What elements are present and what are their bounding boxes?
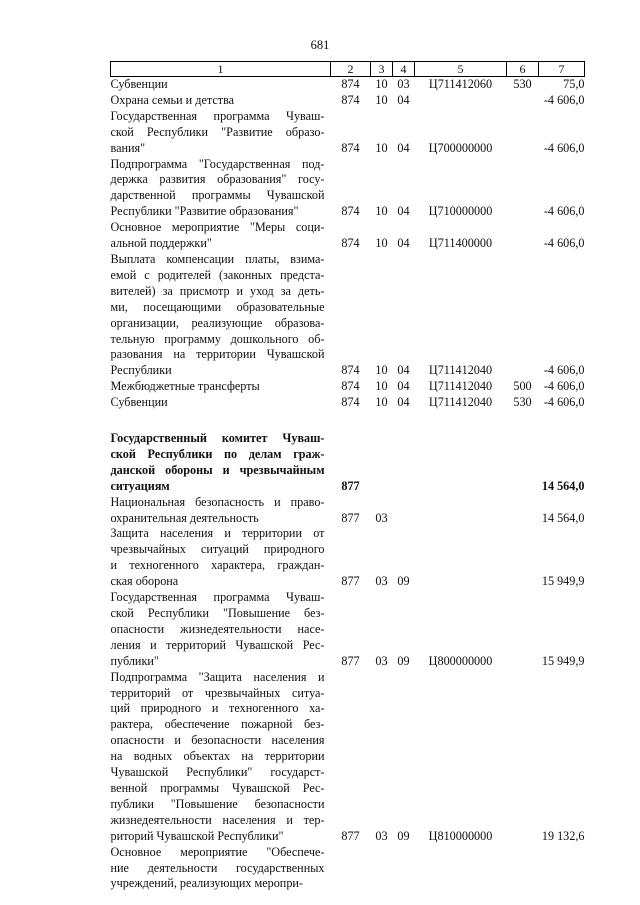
- table-row: [111, 495, 585, 527]
- row-name-line: альной поддержки": [110, 236, 212, 251]
- row-subsection: 04: [397, 204, 410, 219]
- row-section: 10: [375, 140, 388, 155]
- budget-table: [110, 61, 585, 892]
- row-target-article: [415, 526, 507, 590]
- row-amount: -4 606,0: [543, 379, 585, 394]
- row-name-line: ская оборона: [110, 574, 179, 589]
- table-row: [111, 845, 585, 893]
- row-admin-code: 877: [341, 478, 360, 493]
- row-admin-code: 874: [341, 77, 360, 91]
- row-name: [111, 590, 331, 670]
- row-name-line: ций природного и техногенного ха-: [110, 701, 325, 716]
- row-name-line: данской обороны и чрезвычайным: [110, 462, 325, 477]
- row-name-line: венной программы Чувашской Рес-: [110, 780, 325, 795]
- row-target-article: Ц711412040: [428, 395, 493, 410]
- row-name: [111, 93, 331, 109]
- table-row: [111, 109, 585, 157]
- row-name: [111, 379, 331, 395]
- row-expense-type: [507, 252, 539, 379]
- row-name-line: опасности жизнедеятельности насе-: [110, 621, 325, 636]
- table-header-row: [111, 62, 585, 77]
- row-name-line: вания": [110, 140, 146, 155]
- row-amount: -4 606,0: [543, 395, 585, 410]
- row-admin-code: 877: [341, 574, 360, 589]
- row-name-line: ской Республики "Повышение без-: [110, 606, 325, 620]
- row-admin-code: 874: [341, 140, 360, 155]
- row-expense-type: [507, 220, 539, 252]
- table-body: [111, 77, 585, 893]
- row-subsection: [393, 431, 415, 495]
- row-admin-code: 874: [341, 236, 360, 251]
- row-section: 10: [375, 379, 388, 394]
- table-row: [111, 220, 585, 252]
- row-section: 10: [375, 395, 388, 410]
- row-name-line: разования на территории Чувашской: [110, 347, 325, 362]
- row-subsection: 04: [397, 379, 410, 394]
- row-admin-code: 877: [341, 510, 360, 525]
- row-name-line: дарственной программы Чувашской: [110, 188, 325, 203]
- row-target-article: Ц700000000: [428, 140, 493, 155]
- row-subsection: 03: [397, 77, 410, 91]
- row-amount: -4 606,0: [543, 204, 585, 219]
- row-name-line: публики "Повышение безопасности: [110, 796, 325, 811]
- row-target-article: Ц711400000: [428, 236, 493, 251]
- row-section: 10: [375, 204, 388, 219]
- header-col-1: 1: [111, 62, 331, 77]
- row-name-line: Основное мероприятие "Обеспече-: [110, 844, 325, 859]
- row-expense-type: [507, 495, 539, 527]
- row-admin-code: 874: [341, 379, 360, 394]
- row-name-line: ской Республики по делам граж-: [110, 446, 325, 461]
- row-name-line: публики": [110, 653, 159, 668]
- row-section: 03: [375, 574, 388, 589]
- row-admin-code: 877: [341, 653, 360, 668]
- row-name-line: Межбюджетные трансферты: [110, 379, 260, 394]
- row-subsection: 04: [397, 140, 410, 155]
- row-name: [111, 395, 331, 411]
- row-amount: 75,0: [563, 77, 585, 91]
- row-name-line: и техногенного характера, граждан-: [110, 558, 325, 573]
- table-row: [111, 526, 585, 590]
- row-name-line: емой с родителей (законных предста-: [110, 267, 325, 282]
- spacer-row: [111, 411, 585, 431]
- table-row: [111, 157, 585, 221]
- row-name-line: Субвенции: [110, 77, 168, 91]
- row-name-line: охранительная деятельность: [110, 510, 259, 525]
- row-subsection: 04: [397, 395, 410, 410]
- header-col-7: 7: [539, 62, 585, 77]
- row-target-article: Ц711412060: [428, 77, 493, 91]
- row-target-article: [415, 845, 507, 893]
- row-section: 03: [375, 828, 388, 843]
- row-expense-type: [507, 845, 539, 893]
- row-name-line: ми, посещающими образовательные: [110, 299, 325, 314]
- table-row: [111, 93, 585, 109]
- row-name-line: Государственная программа Чуваш-: [110, 590, 325, 605]
- row-section: 10: [375, 77, 388, 91]
- row-name-line: ние деятельности государственных: [110, 860, 325, 875]
- row-name-line: Государственная программа Чуваш-: [110, 108, 325, 123]
- row-amount: -4 606,0: [543, 92, 585, 107]
- row-subsection: 09: [397, 653, 410, 668]
- row-name-line: учреждений, реализующих меропри-: [110, 876, 304, 891]
- row-name-line: ления и территорий Чувашской Рес-: [110, 637, 325, 652]
- row-name: [111, 109, 331, 157]
- row-target-article: [415, 495, 507, 527]
- row-name-line: опасности и безопасности населения: [110, 733, 325, 748]
- row-section: 10: [375, 363, 388, 378]
- row-amount: [539, 845, 585, 893]
- row-target-article: Ц800000000: [428, 653, 493, 668]
- header-col-5: 5: [415, 62, 507, 77]
- row-target-article: Ц711412040: [428, 363, 493, 378]
- row-expense-type: [507, 431, 539, 495]
- table-row: [111, 77, 585, 93]
- row-expense-type: [507, 109, 539, 157]
- table-row: [111, 395, 585, 411]
- header-col-6: 6: [507, 62, 539, 77]
- row-expense-type: [507, 93, 539, 109]
- row-name-line: вителей) за присмотр и уход за деть-: [110, 283, 325, 298]
- row-amount: -4 606,0: [543, 363, 585, 378]
- row-amount: -4 606,0: [543, 140, 585, 155]
- row-name-line: жизнедеятельности населения и тер-: [110, 812, 325, 827]
- row-section: 10: [375, 92, 388, 107]
- row-section: [371, 431, 393, 495]
- row-expense-type: [507, 670, 539, 845]
- row-expense-type: [507, 590, 539, 670]
- row-name-line: держка развития образования" госу-: [110, 172, 325, 187]
- row-name: [111, 220, 331, 252]
- row-subsection: 04: [397, 236, 410, 251]
- row-name-line: Защита населения и территории от: [110, 526, 325, 541]
- row-expense-type: [507, 157, 539, 221]
- row-name-line: Национальная безопасность и право-: [110, 494, 325, 509]
- row-subsection: [393, 845, 415, 893]
- row-subsection: 04: [397, 363, 410, 378]
- row-subsection: 04: [397, 92, 410, 107]
- row-name-line: рактера, обеспечение пожарной без-: [110, 717, 325, 732]
- table-row: [111, 379, 585, 395]
- table-row: [111, 431, 585, 495]
- row-expense-type: [507, 526, 539, 590]
- row-admin-code: 874: [341, 92, 360, 107]
- row-name-line: Государственный комитет Чуваш-: [110, 431, 325, 446]
- row-name: [111, 431, 331, 495]
- table-row: [111, 252, 585, 379]
- table-row: [111, 670, 585, 845]
- header-col-2: 2: [331, 62, 371, 77]
- row-name: [111, 845, 331, 893]
- row-name-line: Подпрограмма "Защита населения и: [110, 669, 325, 684]
- row-admin-code: 874: [341, 204, 360, 219]
- row-admin-code: [331, 845, 371, 893]
- row-expense-type: 530: [513, 395, 532, 410]
- row-target-article: Ц710000000: [428, 204, 493, 219]
- row-subsection: 09: [397, 828, 410, 843]
- row-name-line: ситуациям: [110, 478, 170, 493]
- row-name-line: чрезвычайных ситуаций природного: [110, 542, 325, 557]
- row-expense-type: 500: [513, 379, 532, 394]
- row-name-line: ской Республики "Развитие образо-: [110, 124, 325, 139]
- row-name: [111, 670, 331, 845]
- header-col-3: 3: [371, 62, 393, 77]
- row-name-line: Охрана семьи и детства: [110, 92, 235, 107]
- row-target-article: [415, 431, 507, 495]
- row-admin-code: 877: [341, 828, 360, 843]
- row-section: 03: [375, 653, 388, 668]
- row-name-line: Выплата компенсации платы, взима-: [110, 251, 325, 266]
- row-section: [371, 845, 393, 893]
- row-admin-code: 874: [341, 395, 360, 410]
- row-name: [111, 252, 331, 379]
- row-name-line: риторий Чувашской Республики": [110, 828, 284, 843]
- table-row: [111, 590, 585, 670]
- row-section: 03: [375, 510, 388, 525]
- row-name-line: Республики "Развитие образования": [110, 204, 299, 219]
- row-name-line: Основное мероприятие "Меры соци-: [110, 220, 325, 235]
- page-number: 681: [310, 38, 330, 52]
- row-name: [111, 157, 331, 221]
- row-name-line: Республики: [110, 363, 172, 378]
- row-target-article: Ц711412040: [428, 379, 493, 394]
- row-amount: 15 949,9: [541, 653, 585, 668]
- row-name-line: на водных объектах на территории: [110, 749, 325, 764]
- row-name: [111, 526, 331, 590]
- row-name-line: территорий от чрезвычайных ситуа-: [110, 685, 325, 700]
- row-section: 10: [375, 236, 388, 251]
- row-name-line: Чувашской Республики" государст-: [110, 765, 325, 780]
- row-subsection: 09: [397, 574, 410, 589]
- row-subsection: [393, 495, 415, 527]
- row-name-line: тельную программу дошкольного об-: [110, 331, 325, 346]
- row-name: [111, 77, 331, 93]
- row-amount: 15 949,9: [541, 574, 585, 589]
- row-name: [111, 495, 331, 527]
- row-name-line: Подпрограмма "Государственная под-: [110, 156, 325, 171]
- row-target-article: [415, 93, 507, 109]
- row-amount: 19 132,6: [541, 828, 585, 843]
- row-admin-code: 874: [341, 363, 360, 378]
- row-name-line: организации, реализующие образова-: [110, 315, 325, 330]
- header-col-4: 4: [393, 62, 415, 77]
- row-amount: 14 564,0: [541, 510, 585, 525]
- row-name-line: Субвенции: [110, 395, 168, 410]
- row-expense-type: 530: [513, 77, 532, 91]
- row-amount: 14 564,0: [541, 478, 585, 493]
- row-amount: -4 606,0: [543, 236, 585, 251]
- row-target-article: Ц810000000: [428, 828, 493, 843]
